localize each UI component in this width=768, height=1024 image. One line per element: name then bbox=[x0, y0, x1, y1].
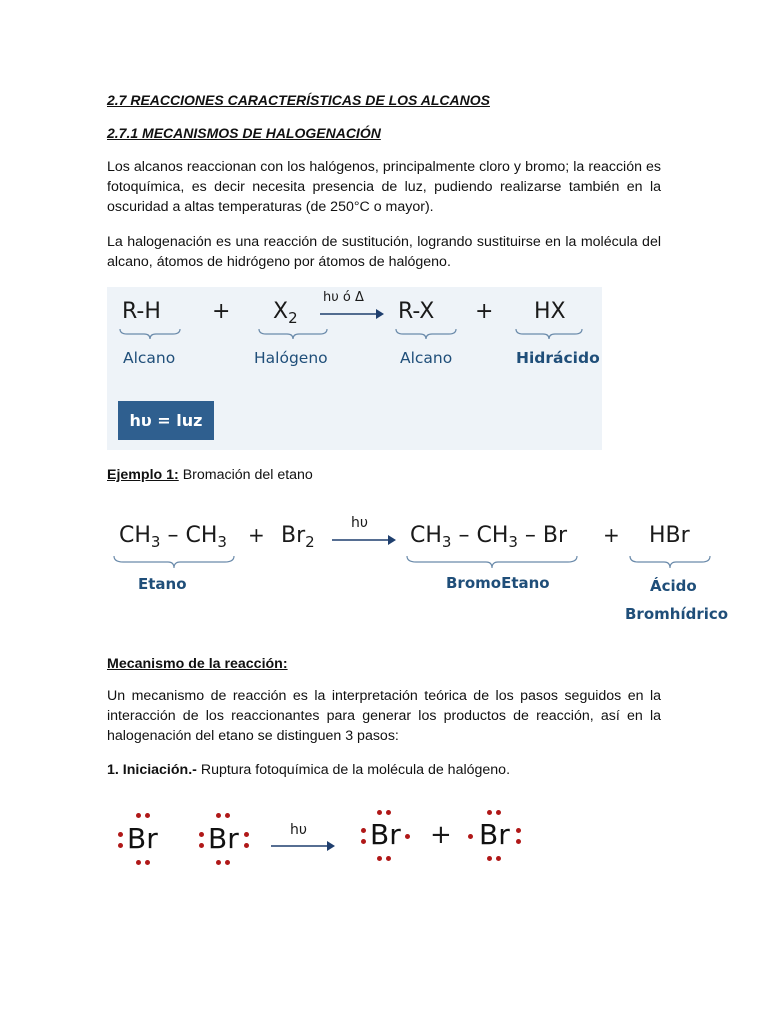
brace-hidracido bbox=[515, 327, 583, 341]
plus-sign-2: + bbox=[475, 299, 494, 324]
label-bromhidrico: Bromhídrico bbox=[625, 605, 729, 623]
subsection-heading: 2.7.1 MECANISMOS DE HALOGENACIÓN bbox=[107, 125, 381, 141]
brace-alcano-product bbox=[395, 327, 457, 341]
electron-dot bbox=[487, 856, 492, 861]
electron-dot bbox=[244, 843, 249, 848]
electron-dot bbox=[216, 813, 221, 818]
electron-dot bbox=[199, 832, 204, 837]
label-etano: Etano bbox=[138, 575, 187, 593]
electron-dot bbox=[145, 813, 150, 818]
bromine-formula: $Br_2$ bbox=[281, 523, 315, 551]
electron-dot bbox=[118, 843, 123, 848]
mechanism-condition: hυ bbox=[290, 822, 307, 838]
electron-dot bbox=[361, 839, 366, 844]
reactant-x2: $X_2$ bbox=[273, 299, 298, 327]
electron-dot bbox=[468, 834, 473, 839]
mechanism-title: Mecanismo de la reacción: bbox=[107, 656, 288, 672]
product-hx: HX bbox=[534, 299, 566, 324]
legend-hv-luz: hυ = luz bbox=[118, 401, 214, 440]
reaction-arrow bbox=[320, 307, 384, 321]
brace-etano bbox=[113, 554, 235, 570]
example-1-line bbox=[107, 467, 313, 483]
brace-alcano bbox=[119, 327, 181, 341]
example-condition: hυ bbox=[351, 515, 368, 531]
label-alcano: Alcano bbox=[123, 349, 176, 367]
electron-dot bbox=[118, 832, 123, 837]
electron-dot bbox=[225, 860, 230, 865]
electron-dot bbox=[361, 828, 366, 833]
electron-dot bbox=[386, 856, 391, 861]
label-hidracido: Hidrácido bbox=[516, 349, 600, 367]
plus-sign: + bbox=[212, 299, 231, 324]
brace-hbr bbox=[629, 554, 711, 570]
electron-dot bbox=[386, 810, 391, 815]
general-equation-figure bbox=[107, 287, 602, 450]
electron-dot bbox=[136, 813, 141, 818]
reactant-rh: R-H bbox=[122, 299, 161, 324]
example-1-text: Bromación del etano bbox=[178, 467, 313, 483]
electron-dot bbox=[199, 843, 204, 848]
document-page: 2.7 REACCIONES CARACTERÍSTICAS DE LOS ALCANOS 2.7.1 MECANISMOS DE HALOGENACIÓN Los alcanos reaccionan con los halógenos, principalmente cloro y bromo; la reacción es fotoquímica, es decir necesita presencia de luz, pudiendo realizarse también en la oscuridad a altas temperaturas (de 250°C o mayor). La halogenación es una reacción de sustitución, logrando sustituirse en la molécula del alcano, átomos de hidrógeno por átomos de halógeno. R-H + $X_2$ hυ ó Δ R-X + HX Alcano Halógeno Alcano Hidrácido hυ = luz Ejemplo 1: Bromación del etano $CH_3 - CH_3$ + $Br_2$ hυ $CH_3 - CH_3$ – Br + HBr Etano BromoEtano Ácido Bromhídrico Mecanismo de la reacción: Un mecanismo de reacción es la interpretación teórica de los pasos seguidos en la interacción de los reaccionantes para generar los productos de reacción, así en la halogenación del etano se distinguen 3 pasos: 1. Iniciación.- Ruptura fotoquímica de la molécula de halógeno. Br Br hυ Br + Br bbox=[0, 0, 768, 1024]
label-bromoetano: BromoEtano bbox=[446, 574, 550, 592]
paragraph-halogenation: La halogenación es una reacción de sustitución, logrando sustituirse en la molécula del alcano, átomos de hidrógeno por átomos de halógeno. bbox=[107, 234, 661, 270]
brace-bromoetano bbox=[406, 554, 578, 570]
mechanism-arrow bbox=[271, 839, 335, 853]
plus-sign-3: + bbox=[248, 523, 265, 547]
mechanism-plus: + bbox=[430, 820, 452, 850]
electron-dot bbox=[487, 810, 492, 815]
electron-dot bbox=[516, 839, 521, 844]
paragraph-mechanism: Un mecanismo de reacción es la interpretación teórica de los pasos seguidos en la interacción de los reaccionantes para generar los productos de reacción, así en la halogenación del etano se distinguen 3 pasos: bbox=[107, 688, 661, 744]
brace-halogeno bbox=[258, 327, 328, 341]
bromoethane-formula: $CH_3 - CH_3$ – Br bbox=[410, 523, 568, 551]
electron-dot bbox=[516, 828, 521, 833]
step-1-text: Ruptura fotoquímica de la molécula de halógeno. bbox=[196, 762, 511, 778]
label-halogeno: Halógeno bbox=[254, 349, 328, 367]
hbr-formula: HBr bbox=[649, 523, 690, 548]
electron-dot bbox=[244, 832, 249, 837]
electron-dot bbox=[496, 810, 501, 815]
step-1-line bbox=[107, 762, 510, 778]
step-1-label: 1. Iniciación.- bbox=[107, 762, 197, 778]
electron-dot bbox=[145, 860, 150, 865]
section-heading: 2.7 REACCIONES CARACTERÍSTICAS DE LOS ALCANOS bbox=[107, 92, 490, 108]
electron-dot bbox=[496, 856, 501, 861]
paragraph-intro: Los alcanos reaccionan con los halógenos, principalmente cloro y bromo; la reacción es fotoquímica, es decir necesita presencia de luz, pudiendo realizarse también en la oscuridad a altas temperaturas (de 250°C o mayor). bbox=[107, 159, 661, 215]
label-alcano-product: Alcano bbox=[400, 349, 453, 367]
ethane-formula: $CH_3 - CH_3$ bbox=[119, 523, 227, 551]
example-1-label: Ejemplo 1: bbox=[107, 467, 179, 483]
condition-label: hυ ó Δ bbox=[323, 290, 364, 305]
label-acido: Ácido bbox=[650, 577, 697, 595]
electron-dot bbox=[405, 834, 410, 839]
electron-dot bbox=[225, 813, 230, 818]
electron-dot bbox=[377, 856, 382, 861]
electron-dot bbox=[136, 860, 141, 865]
product-rx: R-X bbox=[398, 299, 435, 324]
example-arrow bbox=[332, 533, 396, 547]
plus-sign-4: + bbox=[603, 523, 620, 547]
electron-dot bbox=[377, 810, 382, 815]
electron-dot bbox=[216, 860, 221, 865]
